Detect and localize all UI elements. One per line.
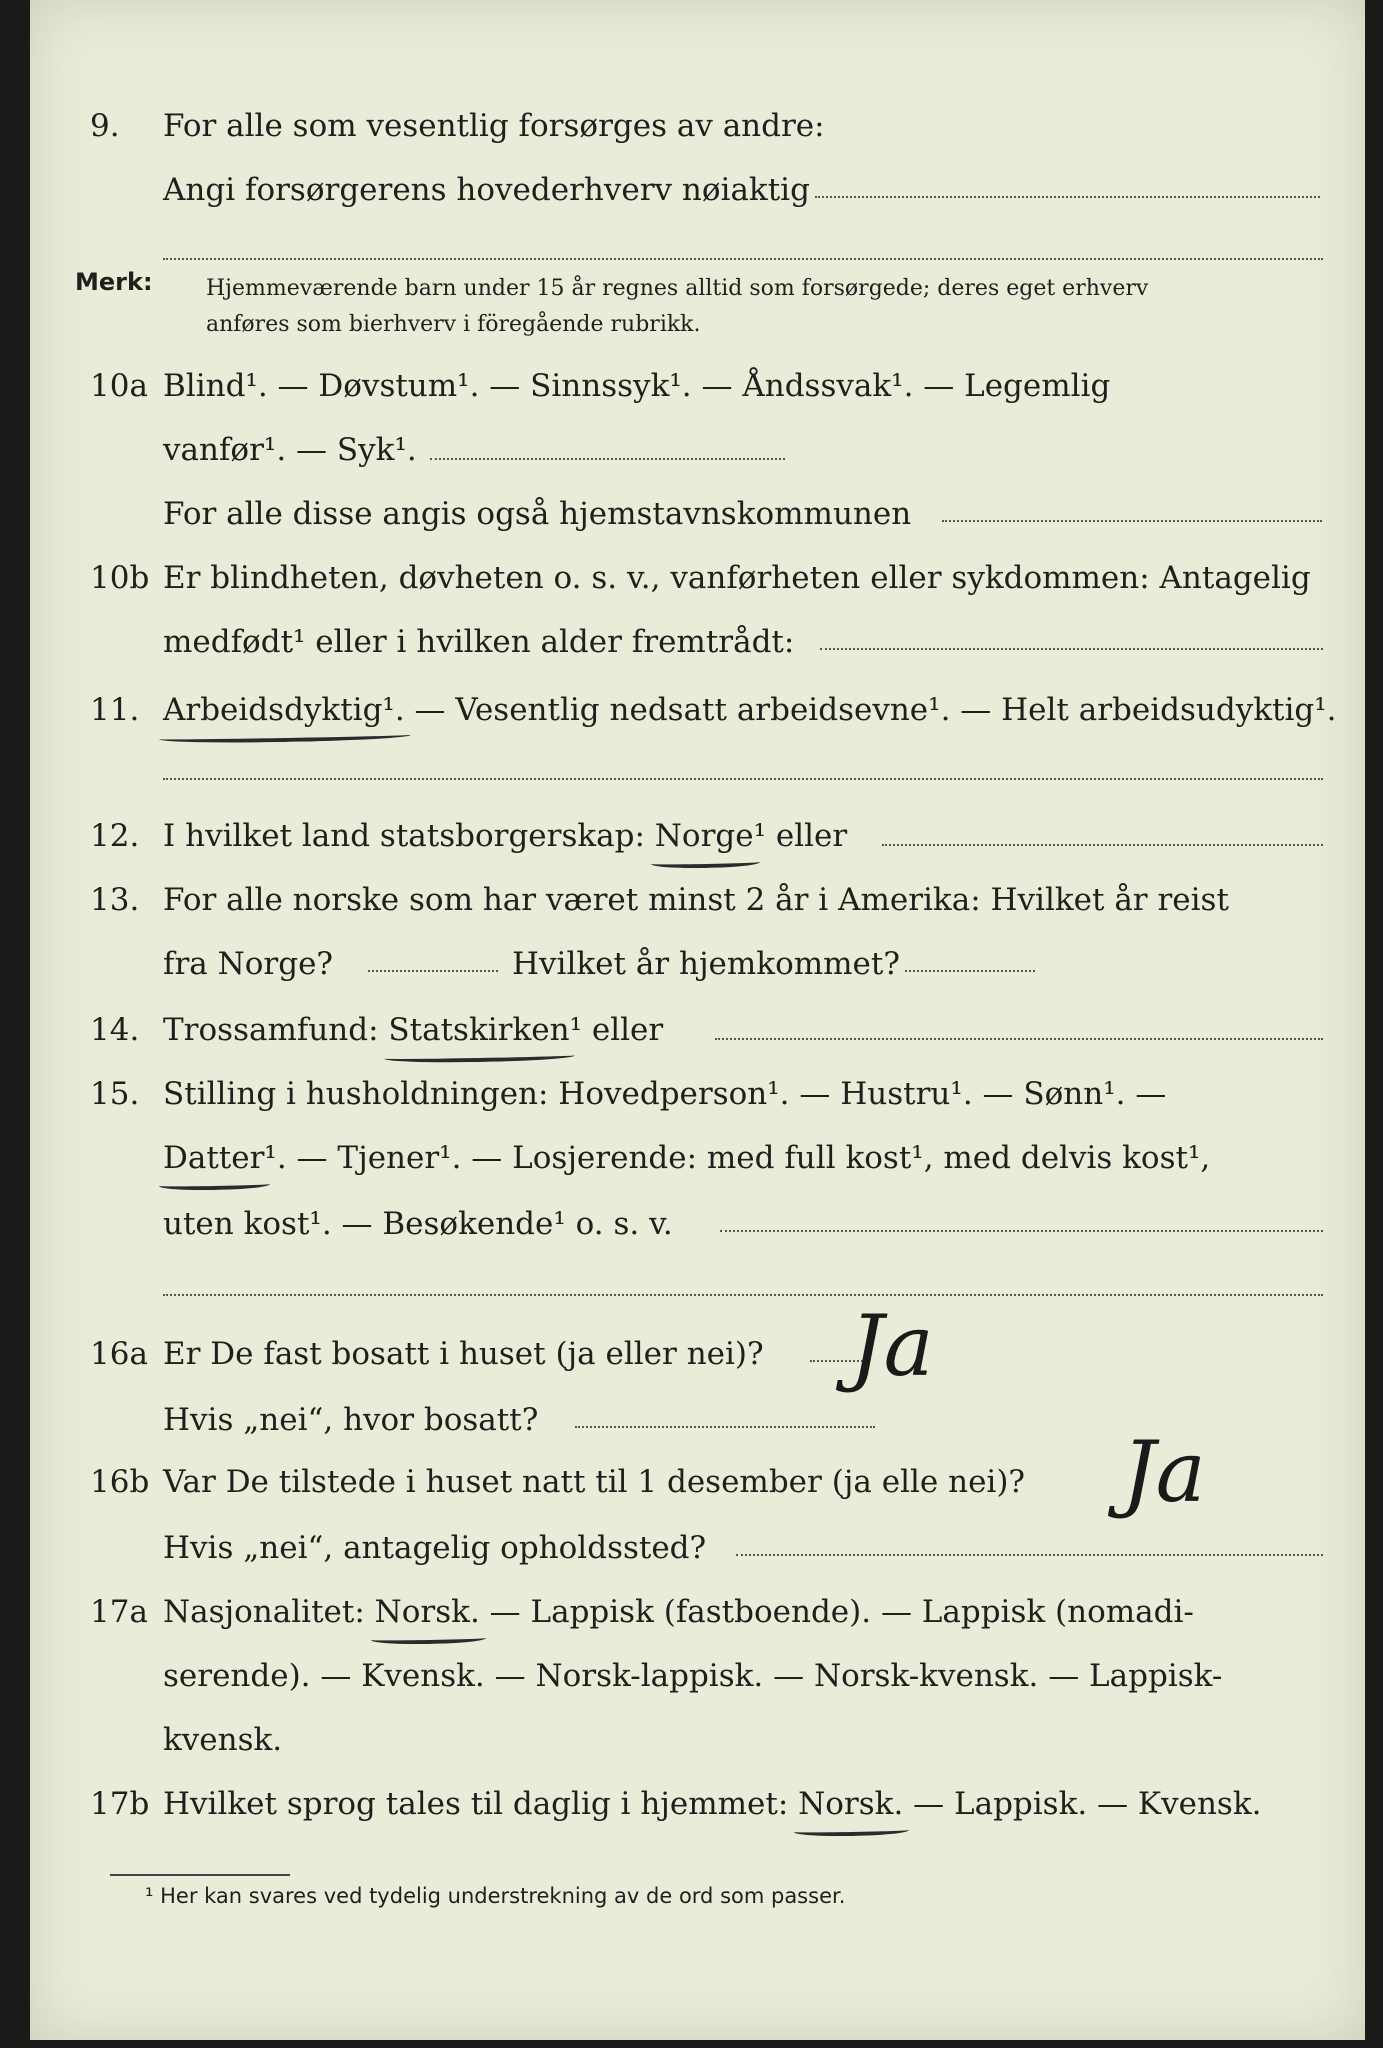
q17b-selected-option[interactable] — [798, 1784, 903, 1824]
q17b-number: 17b — [90, 1786, 150, 1822]
q16a-handwritten-answer: Ja — [850, 1297, 934, 1395]
q15-selected-option[interactable] — [163, 1138, 264, 1178]
q14-text — [163, 1010, 663, 1050]
q17b-option-norsk: Norsk. — [798, 1786, 904, 1822]
q12-option-norge: Norge — [654, 818, 754, 854]
q12-number: 12. — [90, 818, 140, 854]
q9-text-2: Angi forsørgerens hovederhverv nøiaktig — [163, 172, 810, 208]
pen-underline — [159, 1179, 271, 1191]
q17a-text-2: serende). — Kvensk. — Norsk-lappisk. — Norsk-kvensk. — Lappisk- — [163, 1658, 1223, 1694]
q12-eller: ¹ eller — [753, 818, 848, 854]
q17a-selected-option[interactable] — [375, 1592, 480, 1632]
q10b-number: 10b — [90, 560, 150, 596]
q9-text: For alle som vesentlig forsørges av andre: — [163, 108, 825, 144]
q10b-answer-line[interactable] — [820, 648, 1323, 650]
q13-number: 13. — [90, 882, 140, 918]
q16a-bosatt-line[interactable] — [575, 1426, 875, 1428]
q17a-question: Nasjonalitet: — [163, 1594, 375, 1630]
q16b-opholdssted-line[interactable] — [736, 1554, 1323, 1556]
q17b-text — [163, 1784, 1261, 1824]
q10a-answer-line[interactable] — [430, 458, 785, 460]
q13-text-2a: fra Norge? — [163, 946, 334, 982]
merk-label: Merk: — [75, 268, 153, 296]
q12-question: I hvilket land statsborgerskap: — [163, 818, 655, 854]
q17b-question: Hvilket sprog tales til daglig i hjemmet: — [163, 1786, 799, 1822]
q15-text: Stilling i husholdningen: Hovedperson¹. — Hustru¹. — Sønn¹. — — [163, 1076, 1167, 1112]
q16b-text: Var De tilstede i huset natt til 1 desember (ja elle nei)? — [163, 1464, 1026, 1500]
q9-answer-line[interactable] — [815, 196, 1320, 198]
q9-answer-line-2[interactable] — [163, 258, 1323, 260]
q12-selected-option[interactable] — [655, 816, 754, 856]
q10a-hjemstavn-line[interactable] — [942, 520, 1322, 522]
footnote-text: Her kan svares ved tydelig understrekning av de ord som passer. — [160, 1884, 846, 1908]
q17a-text — [163, 1592, 1194, 1632]
merk-line2: anføres som bierhverv i föregående rubrikk. — [206, 312, 701, 337]
q14-eller: ¹ eller — [569, 1012, 664, 1048]
q15-text-3: uten kost¹. — Besøkende¹ o. s. v. — [163, 1206, 673, 1242]
q15-answer-line[interactable] — [720, 1230, 1323, 1232]
q13-text: For alle norske som har været minst 2 år i Amerika: Hvilket år reist — [163, 882, 1229, 918]
pen-underline — [159, 730, 411, 744]
q16a-number: 16a — [90, 1336, 148, 1372]
q14-option-statskirken: Statskirken — [388, 1012, 570, 1048]
q14-number: 14. — [90, 1012, 140, 1048]
q16b-number: 16b — [90, 1464, 150, 1500]
footnote-mark: ¹ — [145, 1884, 154, 1908]
q15-other-options: ¹. — Tjener¹. — Losjerende: med full kost¹, med delvis kost¹, — [264, 1140, 1211, 1176]
footnote — [145, 1884, 845, 1908]
q10a-number: 10a — [90, 368, 148, 404]
q10b-text-2: medfødt¹ eller i hvilken alder fremtrådt: — [163, 624, 795, 660]
q13-hjemkommet-line[interactable] — [905, 970, 1035, 972]
pen-underline — [794, 1825, 909, 1837]
q15-text-2 — [163, 1138, 1210, 1178]
pen-underline — [384, 1050, 575, 1063]
q17b-other-options: — Lappisk. — Kvensk. — [903, 1786, 1262, 1822]
q11-option-arbeidsdyktig: Arbeidsdyktig¹. — [163, 692, 405, 728]
census-form-page — [30, 0, 1365, 2040]
q10a-text: Blind¹. — Døvstum¹. — Sinnssyk¹. — Åndssvak¹. — Legemlig — [163, 368, 1111, 404]
footnote-rule — [110, 1874, 290, 1876]
q11-number: 11. — [90, 692, 140, 728]
merk-line1: Hjemmeværende barn under 15 år regnes alltid som forsørgede; deres eget erhverv — [206, 276, 1149, 301]
q11-answer-line[interactable] — [163, 778, 1323, 780]
q14-selected-option[interactable] — [388, 1010, 569, 1050]
q9-number: 9. — [90, 108, 120, 144]
q15-answer-line-2[interactable] — [163, 1294, 1323, 1296]
q16b-text-2: Hvis „nei“, antagelig opholdssted? — [163, 1530, 707, 1566]
q14-answer-line[interactable] — [715, 1038, 1323, 1040]
q12-answer-line[interactable] — [882, 844, 1323, 846]
q15-option-datter: Datter — [163, 1140, 265, 1176]
q12-text — [163, 816, 847, 856]
q10a-text-2: vanfør¹. — Syk¹. — [163, 432, 417, 468]
q13-text-2b: Hvilket år hjemkommet? — [512, 946, 900, 982]
q16a-text-2: Hvis „nei“, hvor bosatt? — [163, 1402, 539, 1438]
q16b-handwritten-answer: Ja — [1122, 1423, 1206, 1521]
pen-underline — [371, 1633, 486, 1645]
q17a-other-options: — Lappisk (fastboende). — Lappisk (nomadi- — [479, 1594, 1194, 1630]
q15-number: 15. — [90, 1076, 140, 1112]
q17a-text-3: kvensk. — [163, 1722, 283, 1758]
q13-reist-line[interactable] — [368, 970, 498, 972]
q11-other-options: — Vesentlig nedsatt arbeidsevne¹. — Helt arbeidsudyktig¹. — [404, 692, 1337, 728]
q10b-text: Er blindheten, døvheten o. s. v., vanførheten eller sykdommen: Antagelig — [163, 560, 1311, 596]
q11-selected-option[interactable] — [163, 690, 405, 730]
q10a-text-3: For alle disse angis også hjemstavnskommunen — [163, 496, 912, 532]
pen-underline — [651, 857, 760, 869]
q17a-option-norsk: Norsk. — [374, 1594, 480, 1630]
q11-text — [163, 690, 1337, 730]
q16a-text: Er De fast bosatt i huset (ja eller nei)? — [163, 1336, 764, 1372]
q17a-number: 17a — [90, 1594, 148, 1630]
q14-question: Trossamfund: — [163, 1012, 389, 1048]
